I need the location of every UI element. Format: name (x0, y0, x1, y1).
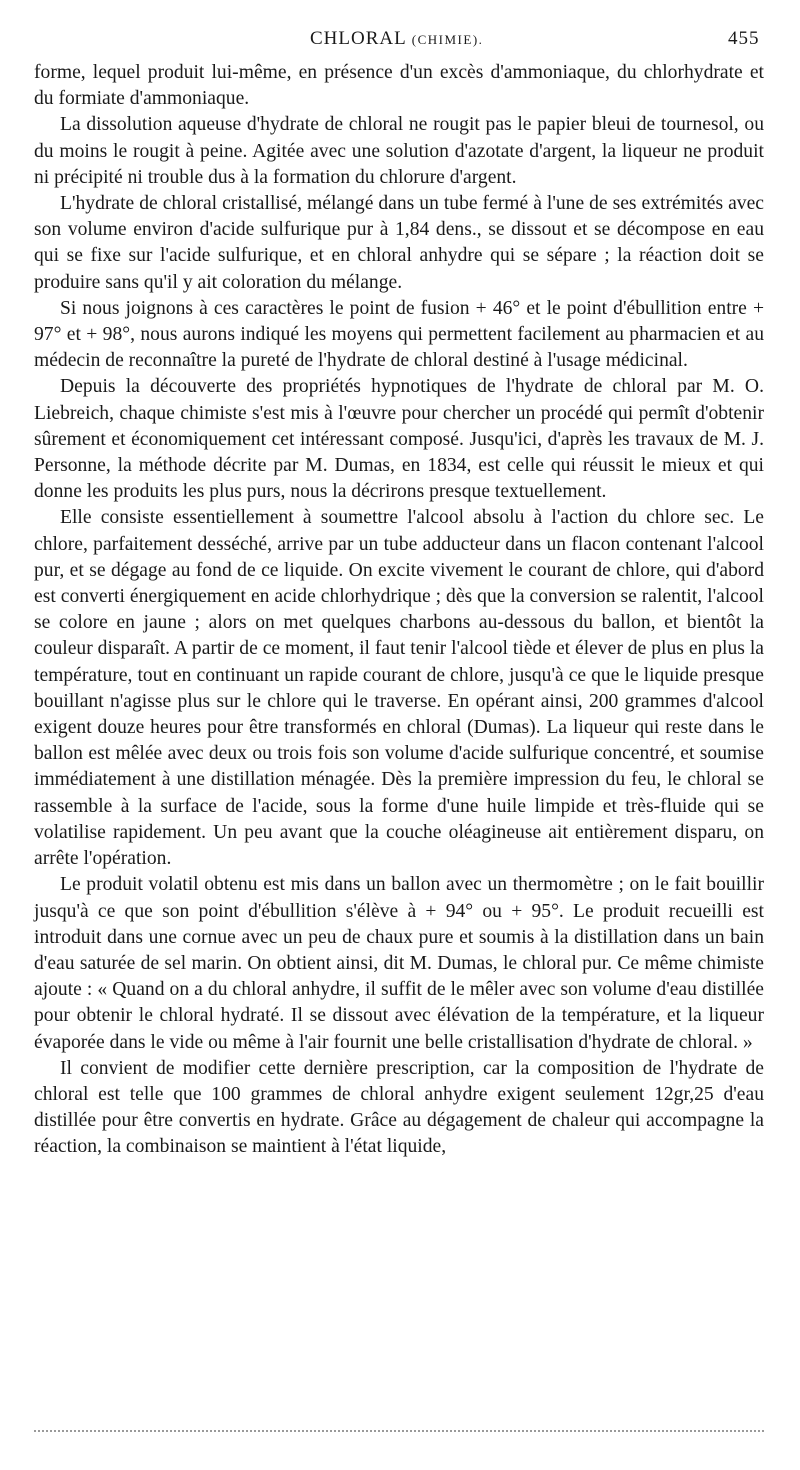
footer-dotted-rule (34, 1430, 764, 1432)
body-text (34, 60, 764, 1161)
running-header (0, 28, 800, 58)
running-title (310, 28, 483, 50)
paragraph-5: Depuis la découverte des propriétés hypnotiques de l'hydrate de chloral par M. O. Liebreich, chaque chimiste s'est mis à l'œuvre pour chercher un procédé qui permît d'obtenir sûrement et économiquement cet intéressant composé. Jusqu'ici, d'après les travaux de M. J. Personne, la méthode décrite par M. Dumas, en 1834, est celle qui réussit le mieux et qui donne les produits les plus purs, nous la décrirons presque textuellement. (34, 376, 764, 503)
paragraph-8: Il convient de modifier cette dernière prescription, car la composition de l'hydrate de chloral est telle que 100 grammes de chloral anhydre exigent seulement 12gr,25 d'eau distillée pour être convertis en hydrate. Grâce au dégagement de chaleur qui accompagne la réaction, la combinaison se maintient à l'état liquide, (34, 1057, 764, 1158)
page-number: 455 (728, 28, 760, 49)
paragraph-6: Elle consiste essentiellement à soumettre l'alcool absolu à l'action du chlore sec. Le chlore, parfaitement desséché, arrive par un tube adducteur dans un flacon contenant l'alcool pur, et se dégage au fond de ce liquide. On excite vivement le courant de chlore, qui d'abord est converti énergiquement en acide chlorhydrique ; dès que la conversion se ralentit, l'alcool se colore en jaune ; alors on met quelques charbons au-dessous du ballon, et bientôt la couleur disparaît. A partir de ce moment, il faut tenir l'alcool tiède et élever de plus en plus la température, tout en continuant un rapide courant de chlore, jusqu'à ce que le liquide presque bouillant n'agisse plus sur le chlore qui le traverse. En opérant ainsi, 200 grammes d'alcool exigent douze heures pour être transformés en chloral (Dumas). La liqueur qui reste dans le ballon est mêlée avec deux ou trois fois son volume d'acide sulfurique concentré, et soumise immédiatement à une distillation ménagée. Dès la première impression du feu, le chloral se rassemble à la surface de l'acide, sous la forme d'une huile limpide et très-fluide qui se volatilise rapidement. Un peu avant que la couche oléagineuse ait entièrement disparu, on arrête l'opération. (34, 507, 764, 870)
paragraph-4: Si nous joignons à ces caractères le point de fusion + 46° et le point d'ébullition entre + 97° et + 98°, nous aurons indiqué les moyens qui permettent facilement au pharmacien et au médecin de reconnaître la pureté de l'hydrate de chloral destiné à l'usage médicinal. (34, 297, 764, 372)
paragraph-3: L'hydrate de chloral cristallisé, mélangé dans un tube fermé à l'une de ses extrémités avec son volume environ d'acide sulfurique pur à 1,84 dens., se dissout et se décompose en eau qui se fixe sur l'acide sulfurique, et en chloral anhydre qui se sépare ; la réaction doit se produire sans qu'il y ait coloration du mélange. (34, 193, 764, 293)
paragraph-7: Le produit volatil obtenu est mis dans un ballon avec un thermomètre ; on le fait bouillir jusqu'à ce que son point d'ébullition s'élève à + 94° ou + 95°. Le produit recueilli est introduit dans une cornue avec un peu de chaux pure et soumis à la distillation dans un bain d'eau saturée de sel marin. On obtient ainsi, dit M. Dumas, le chloral pur. Ce même chimiste ajoute : « Quand on a du chloral anhydre, il suffit de le mêler avec son volume d'eau distillée pour obtenir le chloral hydraté. Il se dissout avec élévation de la température, et la liqueur évaporée dans le vide ou même à l'air fournit une belle cristallisation d'hydrate de chloral. » (34, 874, 764, 1053)
paragraph-1: forme, lequel produit lui-même, en présence d'un excès d'ammoniaque, du chlorhydrate et du formiate d'ammoniaque. (34, 62, 764, 110)
header-subtitle: (CHIMIE). (411, 32, 484, 47)
header-title: CHLORAL (310, 28, 407, 49)
paragraph-2: La dissolution aqueuse d'hydrate de chloral ne rougit pas le papier bleui de tournesol, ou du moins le rougit à peine. Agitée avec une solution d'azotate d'argent, la liqueur ne produit ni précipité ni trouble dus à la formation du chlorure d'argent. (34, 114, 764, 188)
